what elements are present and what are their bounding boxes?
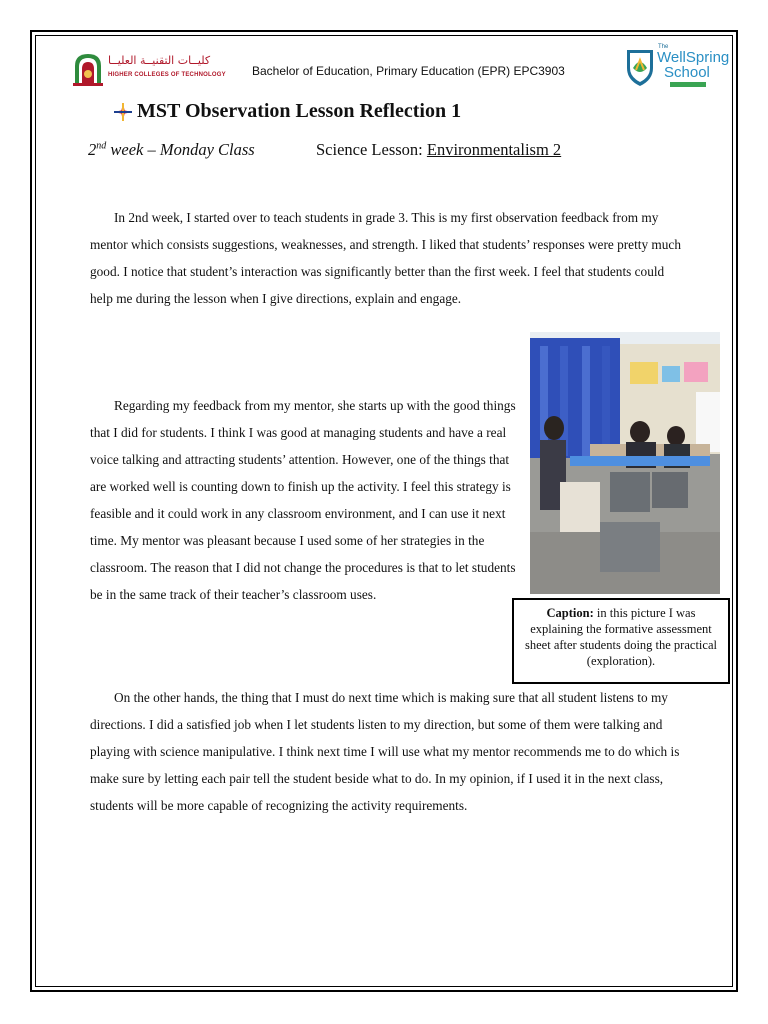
page-title: MST Observation Lesson Reflection 1 xyxy=(137,100,462,122)
course-header: Bachelor of Education, Primary Education (EPR) EPC3903 xyxy=(252,64,565,78)
lesson-prefix: Science Lesson: xyxy=(316,140,427,159)
paragraph-3-text: On the other hands, the thing that I must do next time which is making sure that all student listens to my directions. I did a satisfied job when I let students listen to my direction, but some of them were talking and playing with science manipulative. I think next time I will use what my mentor recommends me to do which is make sure by letting each pair tell the student beside what to do. In my opinion, if I used it in the next class, students will be more capable of recognizing the activity requirements. xyxy=(90,690,680,813)
week-rest: week – Monday Class xyxy=(106,140,255,159)
caption-label: Caption: xyxy=(546,606,594,620)
lesson-label xyxy=(316,140,561,160)
week-label xyxy=(88,140,255,159)
paragraph-2-text: Regarding my feedback from my mentor, she starts up with the good things that I did for students. I think I was good at managing students and have a real voice talking and attracting students’ attention. However, one of the things that are worked well is counting down to finish up the activity. I feel this strategy is feasible and it could work in any classroom environment, and I can use it next time. My mentor was pleasant because I used some of her strategies in the classroom. The reason that I did not change the procedures is that to let students be in the same track of their teacher’s classroom uses. xyxy=(90,398,516,602)
hct-crest-icon xyxy=(72,52,104,86)
wellspring-tagline-bar xyxy=(670,82,706,87)
paragraph-1-text: In 2nd week, I started over to teach students in grade 3. This is my first observation feedback from my mentor which consists suggestions, weaknesses, and strength. I liked that students’ responses were pretty much good. I notice that student’s interaction was significantly better than the first week. I feel that students could help me during the lesson when I give directions, explain and engage. xyxy=(90,210,681,306)
wellspring-school-word: School xyxy=(664,64,710,81)
wellspring-shield-icon xyxy=(624,46,656,88)
hct-english-name: HIGHER COLLEGES OF TECHNOLOGY xyxy=(108,72,226,78)
reflection-paragraph-2 xyxy=(90,392,520,608)
wellspring-name: WellSpring xyxy=(657,49,730,66)
four-point-star-icon xyxy=(114,103,132,121)
photo-caption xyxy=(512,598,730,684)
reflection-paragraph-3 xyxy=(90,684,690,819)
hct-logo xyxy=(72,52,226,88)
title-row xyxy=(114,100,461,123)
caption-text: in this picture I was explaining the formative assessment sheet after students doing the practical (exploration). xyxy=(525,606,717,668)
hct-arabic-name: كليــات التقنيــة العليــا xyxy=(108,54,211,67)
lesson-subtitle xyxy=(88,140,562,160)
lesson-topic: Environmentalism 2 xyxy=(426,140,562,159)
classroom-photo xyxy=(530,332,720,594)
week-number: 2 xyxy=(88,140,97,159)
reflection-paragraph-1 xyxy=(90,204,690,312)
wellspring-prefix: The xyxy=(658,44,669,50)
wellspring-logo xyxy=(624,44,728,90)
week-suffix: nd xyxy=(96,140,107,152)
